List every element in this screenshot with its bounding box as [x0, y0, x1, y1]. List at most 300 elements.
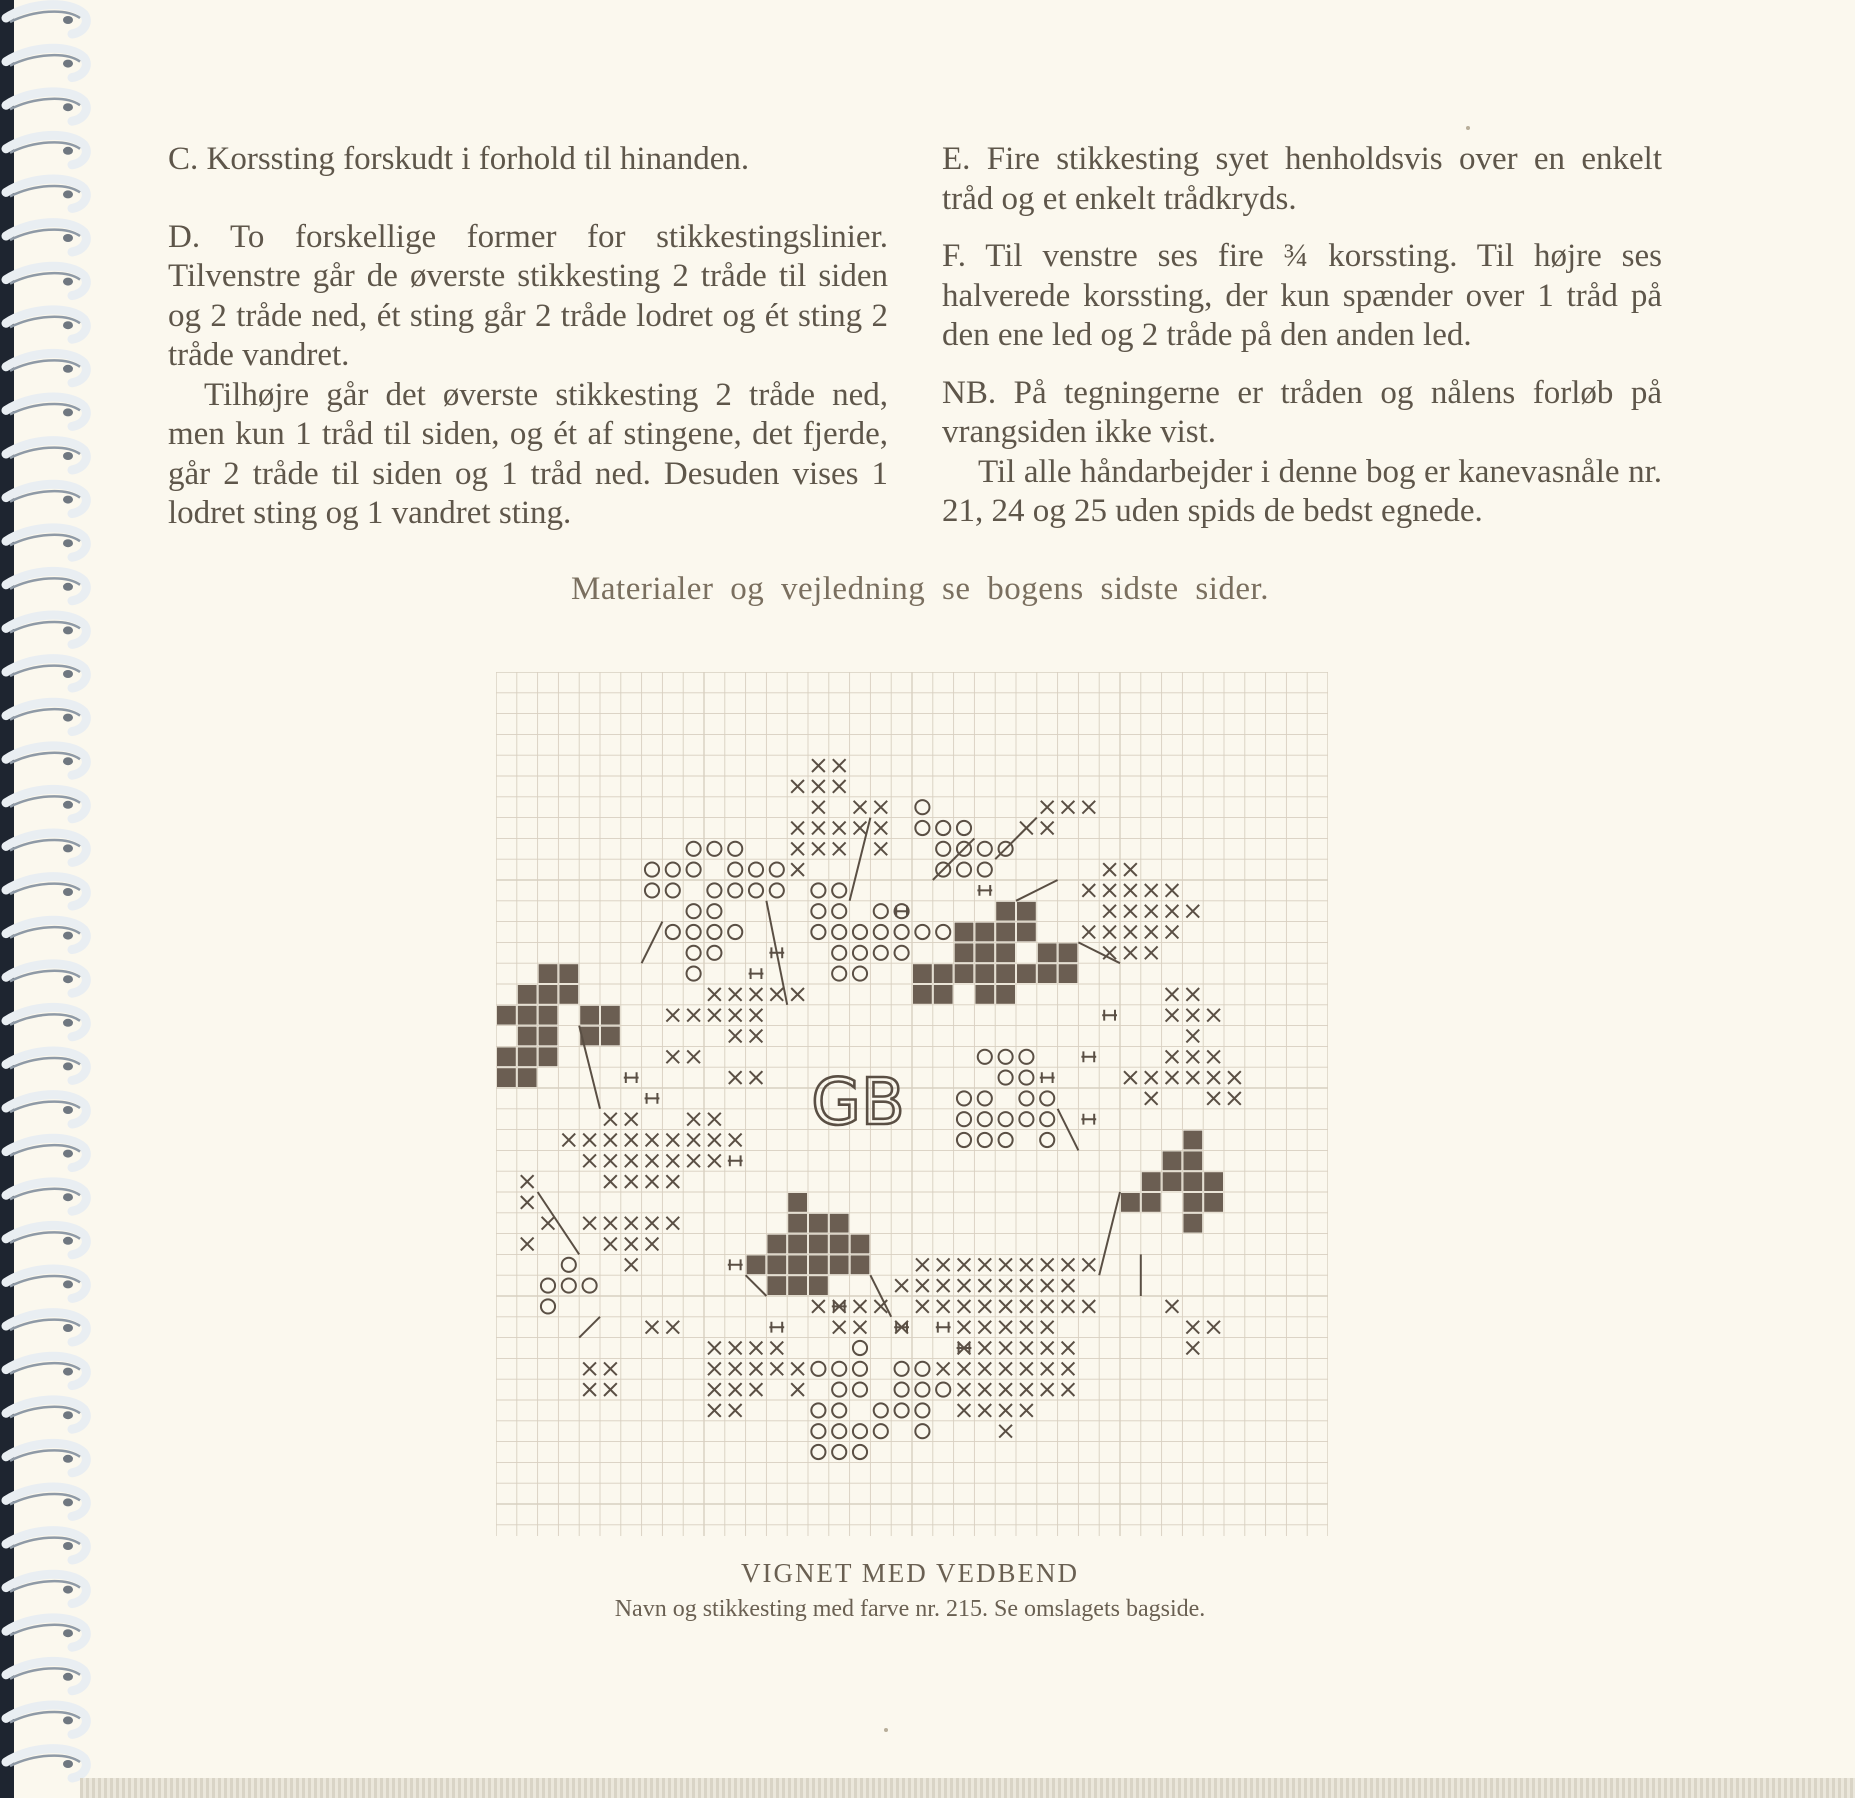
cross-stitch-mark	[791, 780, 804, 793]
cross-stitch-mark	[958, 1300, 971, 1313]
filled-stitch-mark	[539, 964, 558, 983]
q-stitch-mark	[687, 842, 701, 856]
paragraph-needles: Til alle håndarbejder i denne bog er kanevasnåle nr. 21, 24 og 25 uden spids de bedst egnede.	[942, 453, 1662, 529]
cross-stitch-mark	[583, 1217, 596, 1230]
q-stitch-mark	[832, 967, 846, 981]
filled-stitch-mark	[809, 1276, 828, 1295]
cross-stitch-mark	[1062, 1383, 1075, 1396]
q-stitch-mark	[915, 821, 929, 835]
cross-stitch-mark	[583, 1154, 596, 1167]
q-stitch-mark	[832, 904, 846, 918]
filled-stitch-mark	[1142, 1193, 1161, 1212]
stem-line	[746, 1275, 767, 1296]
cross-stitch-mark	[812, 801, 825, 814]
right-text-column	[942, 140, 1662, 532]
q-stitch-mark	[728, 883, 742, 897]
binding-hole	[63, 1106, 73, 1114]
q-stitch-mark	[895, 1383, 909, 1397]
cross-stitch-mark	[729, 1009, 742, 1022]
q-stitch-mark	[895, 1362, 909, 1376]
backstitch-mark	[645, 1093, 660, 1104]
spiral-spine	[0, 0, 14, 1798]
q-stitch-mark	[853, 1383, 867, 1397]
q-stitch-mark	[1019, 1050, 1033, 1064]
filled-stitch-mark	[934, 985, 953, 1004]
cross-stitch-mark	[646, 1321, 659, 1334]
cross-stitch-mark	[895, 1279, 908, 1292]
cross-stitch-mark	[708, 1362, 721, 1375]
filled-stitch-mark	[975, 923, 994, 942]
q-stitch-mark	[978, 1112, 992, 1126]
cross-stitch-mark	[708, 1009, 721, 1022]
filled-stitch-mark	[767, 1276, 786, 1295]
cross-stitch-mark	[1082, 884, 1095, 897]
binding-hole	[63, 757, 73, 765]
cross-stitch-mark	[1041, 801, 1054, 814]
q-stitch-mark	[853, 925, 867, 939]
q-stitch-mark	[895, 1403, 909, 1417]
filled-stitch-mark	[955, 923, 974, 942]
cross-stitch-mark	[999, 1383, 1012, 1396]
q-stitch-mark	[1040, 1133, 1054, 1147]
q-stitch-mark	[832, 1445, 846, 1459]
cross-stitch-mark	[999, 1362, 1012, 1375]
filled-stitch-mark	[788, 1214, 807, 1233]
cross-stitch-mark	[542, 1217, 555, 1230]
cross-stitch-mark	[978, 1362, 991, 1375]
q-stitch-mark	[562, 1258, 576, 1272]
cross-stitch-mark	[1103, 884, 1116, 897]
cross-stitch-mark	[1062, 1342, 1075, 1355]
filled-stitch-mark	[809, 1235, 828, 1254]
cross-stitch-mark	[625, 1154, 638, 1167]
filled-stitch-mark	[767, 1255, 786, 1274]
binding-hole	[63, 408, 73, 416]
cross-stitch-mark	[1103, 926, 1116, 939]
cross-stitch-mark	[791, 1362, 804, 1375]
cross-stitch-mark	[666, 1009, 679, 1022]
cross-stitch-mark	[1020, 1404, 1033, 1417]
q-stitch-mark	[874, 1403, 888, 1417]
q-stitch-mark	[687, 967, 701, 981]
q-stitch-mark	[853, 1362, 867, 1376]
cross-stitch-mark	[666, 1321, 679, 1334]
q-stitch-mark	[874, 904, 888, 918]
q-stitch-mark	[832, 1403, 846, 1417]
filled-stitch-mark	[955, 943, 974, 962]
cross-stitch-mark	[1207, 1071, 1220, 1084]
cross-stitch-mark	[604, 1134, 617, 1147]
paragraph-d-continued: Tilhøjre går det øverste stikkesting 2 tråde ned, men kun 1 tråd til siden, og ét af stingene, det fjerde, går 2 tråde til siden og 1 tråd ned. Desuden vises 1 lodret sting og 1 vandret sting.	[168, 376, 888, 531]
q-stitch-mark	[936, 842, 950, 856]
cross-stitch-mark	[958, 1404, 971, 1417]
cross-stitch-mark	[666, 1050, 679, 1063]
filled-stitch-mark	[559, 964, 578, 983]
cross-stitch-mark	[978, 1342, 991, 1355]
materials-note: Materialer og vejledning se bogens sidste sider.	[571, 571, 1269, 607]
cross-stitch-mark	[1020, 1383, 1033, 1396]
cross-stitch-mark	[708, 1383, 721, 1396]
filled-stitch-mark	[518, 985, 537, 1004]
q-stitch-mark	[811, 1445, 825, 1459]
filled-stitch-mark	[539, 985, 558, 1004]
filled-stitch-mark	[1183, 1172, 1202, 1191]
q-stitch-mark	[811, 1403, 825, 1417]
filled-stitch-mark	[996, 964, 1015, 983]
q-stitch-mark	[874, 946, 888, 960]
binding-hole	[63, 1019, 73, 1027]
q-stitch-mark	[707, 946, 721, 960]
binding-hole	[63, 1150, 73, 1158]
cross-stitch-mark	[1186, 1030, 1199, 1043]
binding-hole	[63, 365, 73, 373]
cross-stitch-mark	[1166, 1009, 1179, 1022]
cross-stitch-mark	[1041, 822, 1054, 835]
cross-stitch-mark	[1166, 988, 1179, 1001]
cross-stitch-mark	[1082, 801, 1095, 814]
cross-stitch-mark	[1062, 801, 1075, 814]
cross-stitch-mark	[812, 842, 825, 855]
binding-hole	[63, 321, 73, 329]
filled-stitch-mark	[518, 1006, 537, 1025]
cross-stitch-mark	[1186, 1050, 1199, 1063]
binding-hole	[63, 844, 73, 852]
cross-stitch-mark	[1145, 946, 1158, 959]
filled-stitch-mark	[559, 985, 578, 1004]
cross-stitch-mark	[916, 1258, 929, 1271]
q-stitch-mark	[957, 1133, 971, 1147]
binding-hole	[63, 1760, 73, 1768]
binding-hole	[63, 888, 73, 896]
cross-stitch-mark	[604, 1154, 617, 1167]
filled-stitch-mark	[1059, 943, 1078, 962]
backstitch-mark	[957, 1343, 972, 1354]
cross-stitch-mark	[604, 1217, 617, 1230]
cross-stitch-mark	[604, 1383, 617, 1396]
cross-stitch-mark	[999, 1342, 1012, 1355]
cross-stitch-mark	[1166, 905, 1179, 918]
cross-stitch-mark	[1145, 1071, 1158, 1084]
backstitch-mark	[1102, 1010, 1117, 1021]
cross-stitch-mark	[978, 1279, 991, 1292]
cross-stitch-mark	[562, 1134, 575, 1147]
cross-stitch-mark	[1186, 1321, 1199, 1334]
cross-stitch-mark	[1186, 1342, 1199, 1355]
cross-stitch-mark	[1082, 1258, 1095, 1271]
cross-stitch-mark	[854, 1321, 867, 1334]
cross-stitch-mark	[770, 1362, 783, 1375]
cross-stitch-mark	[646, 1175, 659, 1188]
cross-stitch-mark	[1103, 905, 1116, 918]
q-stitch-mark	[915, 1362, 929, 1376]
cross-stitch-mark	[646, 1154, 659, 1167]
cross-stitch-mark	[1166, 884, 1179, 897]
cross-stitch-mark	[1186, 1071, 1199, 1084]
cross-stitch-mark	[1020, 1279, 1033, 1292]
q-stitch-mark	[728, 925, 742, 939]
cross-stitch-mark	[978, 1404, 991, 1417]
q-stitch-mark	[957, 821, 971, 835]
cross-stitch-mark	[978, 1383, 991, 1396]
cross-stitch-mark	[770, 988, 783, 1001]
spiral-binding	[0, 0, 110, 1798]
filled-stitch-mark	[1183, 1131, 1202, 1150]
cross-stitch-mark	[729, 1071, 742, 1084]
q-stitch-mark	[728, 863, 742, 877]
q-stitch-mark	[687, 904, 701, 918]
cross-stitch-mark	[1041, 1258, 1054, 1271]
paragraph-c: C. Korssting forskudt i forhold til hinanden.	[168, 141, 750, 177]
cross-stitch-mark	[1082, 1300, 1095, 1313]
q-stitch-mark	[687, 946, 701, 960]
filled-stitch-mark	[580, 1006, 599, 1025]
cross-stitch-mark	[1124, 884, 1137, 897]
q-stitch-mark	[1040, 1091, 1054, 1105]
cross-stitch-mark	[1082, 926, 1095, 939]
cross-stitch-mark	[1166, 1050, 1179, 1063]
cross-stitch-mark	[583, 1362, 596, 1375]
cross-stitch-mark	[625, 1175, 638, 1188]
binding-hole	[63, 147, 73, 155]
cross-stitch-mark	[1062, 1279, 1075, 1292]
q-stitch-mark	[853, 1341, 867, 1355]
cross-stitch-mark	[958, 1321, 971, 1334]
cross-stitch-mark	[708, 1134, 721, 1147]
cross-stitch-mark	[1207, 1009, 1220, 1022]
q-stitch-mark	[978, 1091, 992, 1105]
cross-stitch-mark	[625, 1258, 638, 1271]
binding-hole	[63, 496, 73, 504]
q-stitch-mark	[770, 883, 784, 897]
filled-stitch-mark	[1017, 902, 1036, 921]
q-stitch-mark	[957, 1091, 971, 1105]
q-stitch-mark	[999, 1050, 1013, 1064]
binding-hole	[63, 583, 73, 591]
filled-stitch-mark	[1059, 964, 1078, 983]
q-stitch-mark	[853, 1424, 867, 1438]
filled-stitch-mark	[497, 1068, 516, 1087]
backstitch-mark	[1081, 1051, 1096, 1062]
cross-stitch-mark	[729, 1362, 742, 1375]
cross-stitch-mark	[708, 1342, 721, 1355]
q-stitch-mark	[707, 842, 721, 856]
q-stitch-mark	[999, 1112, 1013, 1126]
cross-stitch-mark	[1166, 1300, 1179, 1313]
cross-stitch-mark	[666, 1217, 679, 1230]
cross-stitch-mark	[791, 863, 804, 876]
cross-stitch-mark	[687, 1009, 700, 1022]
cross-stitch-mark	[625, 1238, 638, 1251]
cross-stitch-mark	[1145, 905, 1158, 918]
filled-stitch-mark	[851, 1255, 870, 1274]
cross-stitch-mark	[999, 1258, 1012, 1271]
binding-hole	[63, 932, 73, 940]
cross-stitch-mark	[833, 842, 846, 855]
filled-stitch-mark	[1183, 1214, 1202, 1233]
cross-stitch-mark	[833, 822, 846, 835]
filled-stitch-mark	[788, 1235, 807, 1254]
filled-stitch-mark	[809, 1255, 828, 1274]
filled-stitch-mark	[1017, 923, 1036, 942]
filled-stitch-mark	[497, 1047, 516, 1066]
cross-stitch-mark	[978, 1321, 991, 1334]
backstitch-mark	[894, 1322, 909, 1333]
q-stitch-mark	[999, 1133, 1013, 1147]
filled-stitch-mark	[1204, 1172, 1223, 1191]
cross-stitch-mark	[999, 1279, 1012, 1292]
stem-line	[579, 1317, 600, 1338]
filled-stitch-mark	[518, 1068, 537, 1087]
backstitch-mark	[728, 1259, 743, 1270]
cross-stitch-mark	[874, 842, 887, 855]
cross-stitch-mark	[583, 1134, 596, 1147]
q-stitch-mark	[915, 1403, 929, 1417]
q-stitch-mark	[687, 863, 701, 877]
cross-stitch-mark	[916, 1279, 929, 1292]
cross-stitch-mark	[1103, 863, 1116, 876]
cross-stitch-mark	[666, 1175, 679, 1188]
paragraph-nb: NB. På tegningerne er tråden og nålens forløb på vrangsiden ikke vist.	[942, 374, 1662, 450]
cross-stitch-mark	[750, 1009, 763, 1022]
cross-stitch-mark	[604, 1113, 617, 1126]
binding-hole	[63, 1716, 73, 1724]
cross-stitch-mark	[1020, 1342, 1033, 1355]
filled-stitch-mark	[851, 1235, 870, 1254]
cross-stitch-mark	[1020, 1300, 1033, 1313]
cross-stitch-mark	[750, 1030, 763, 1043]
cross-stitch-mark	[1145, 884, 1158, 897]
cross-stitch-mark	[854, 822, 867, 835]
cross-stitch-mark	[1207, 1050, 1220, 1063]
binding-hole	[63, 1498, 73, 1506]
q-stitch-mark	[957, 1112, 971, 1126]
binding-hole	[63, 1411, 73, 1419]
binding-hole	[63, 1193, 73, 1201]
q-stitch-mark	[707, 883, 721, 897]
filled-stitch-mark	[539, 1047, 558, 1066]
cross-stitch-mark	[1062, 1258, 1075, 1271]
q-stitch-mark	[832, 946, 846, 960]
q-stitch-mark	[874, 1424, 888, 1438]
binding-hole	[63, 975, 73, 983]
cross-stitch-mark	[646, 1217, 659, 1230]
binding-hole	[63, 1673, 73, 1681]
cross-stitch-mark	[1020, 1362, 1033, 1375]
cross-stitch-mark	[1124, 905, 1137, 918]
filled-stitch-mark	[788, 1193, 807, 1212]
q-stitch-mark	[666, 863, 680, 877]
backstitch-mark	[728, 1155, 743, 1166]
filled-stitch-mark	[1183, 1193, 1202, 1212]
binding-hole	[63, 1542, 73, 1550]
q-stitch-mark	[583, 1279, 597, 1293]
cross-stitch-mark	[833, 780, 846, 793]
cross-stitch-mark	[1124, 926, 1137, 939]
filled-stitch-mark	[788, 1255, 807, 1274]
binding-hole	[63, 670, 73, 678]
filled-stitch-mark	[955, 964, 974, 983]
cross-stitch-mark	[666, 1134, 679, 1147]
filled-stitch-mark	[975, 943, 994, 962]
cross-stitch-mark	[1041, 1342, 1054, 1355]
q-stitch-mark	[895, 925, 909, 939]
filled-stitch-mark	[996, 943, 1015, 962]
cross-stitch-mark	[770, 1342, 783, 1355]
cross-stitch-mark	[604, 1362, 617, 1375]
cross-stitch-mark	[625, 1113, 638, 1126]
cross-stitch-mark	[874, 801, 887, 814]
paragraph-e: E. Fire stikkesting syet henholdsvis over en enkelt tråd og et enkelt trådkryds.	[942, 141, 1662, 217]
cross-stitch-mark	[729, 988, 742, 1001]
cross-stitch-mark	[1228, 1071, 1241, 1084]
q-stitch-mark	[1019, 1071, 1033, 1085]
q-stitch-mark	[541, 1299, 555, 1313]
filled-stitch-mark	[975, 964, 994, 983]
cross-stitch-mark	[833, 759, 846, 772]
filled-stitch-mark	[1142, 1172, 1161, 1191]
q-stitch-mark	[749, 883, 763, 897]
filled-stitch-mark	[1017, 964, 1036, 983]
cross-stitch-mark	[729, 1030, 742, 1043]
binding-hole	[63, 1586, 73, 1594]
q-stitch-mark	[666, 883, 680, 897]
cross-stitch-mark	[1145, 926, 1158, 939]
q-stitch-mark	[936, 1383, 950, 1397]
filled-stitch-mark	[1204, 1193, 1223, 1212]
cross-stitch-mark	[812, 1300, 825, 1313]
binding-hole	[63, 234, 73, 242]
binding-hole	[63, 1280, 73, 1288]
filled-stitch-mark	[996, 902, 1015, 921]
cross-stitch-mark	[1207, 1092, 1220, 1105]
cross-stitch-mark	[708, 988, 721, 1001]
cross-stitch-mark	[1186, 905, 1199, 918]
filled-stitch-mark	[1163, 1172, 1182, 1191]
q-stitch-mark	[1019, 1091, 1033, 1105]
q-stitch-mark	[978, 1050, 992, 1064]
cross-stitch-mark	[791, 988, 804, 1001]
cross-stitch-mark	[687, 1134, 700, 1147]
cross-stitch-mark	[646, 1134, 659, 1147]
cross-stitch-mark	[750, 1071, 763, 1084]
cross-stitch-mark	[1186, 988, 1199, 1001]
filled-stitch-mark	[934, 964, 953, 983]
cross-stitch-mark	[978, 1300, 991, 1313]
filled-stitch-mark	[913, 985, 932, 1004]
backstitch-mark	[769, 1322, 784, 1333]
cross-stitch-mark	[958, 1258, 971, 1271]
filled-stitch-mark	[767, 1235, 786, 1254]
cross-stitch-mark	[937, 1362, 950, 1375]
cross-stitch-mark	[1124, 1071, 1137, 1084]
cross-stitch-mark	[750, 1342, 763, 1355]
cross-stitch-mark	[1186, 1009, 1199, 1022]
filled-stitch-mark	[601, 1027, 620, 1046]
q-stitch-mark	[1040, 1112, 1054, 1126]
backstitch-mark	[1081, 1114, 1096, 1125]
backstitch-mark	[832, 1301, 847, 1312]
cross-stitch-chart	[496, 672, 1328, 1536]
cross-stitch-mark	[729, 1404, 742, 1417]
cross-stitch-mark	[750, 1362, 763, 1375]
cross-stitch-mark	[604, 1175, 617, 1188]
cross-stitch-mark	[958, 1383, 971, 1396]
chart-caption-subtitle: Navn og stikkesting med farve nr. 215. Se omslagets bagside.	[614, 1596, 1206, 1622]
cross-stitch-mark	[583, 1383, 596, 1396]
binding-hole	[63, 1324, 73, 1332]
filled-stitch-mark	[996, 923, 1015, 942]
q-stitch-mark	[562, 1279, 576, 1293]
